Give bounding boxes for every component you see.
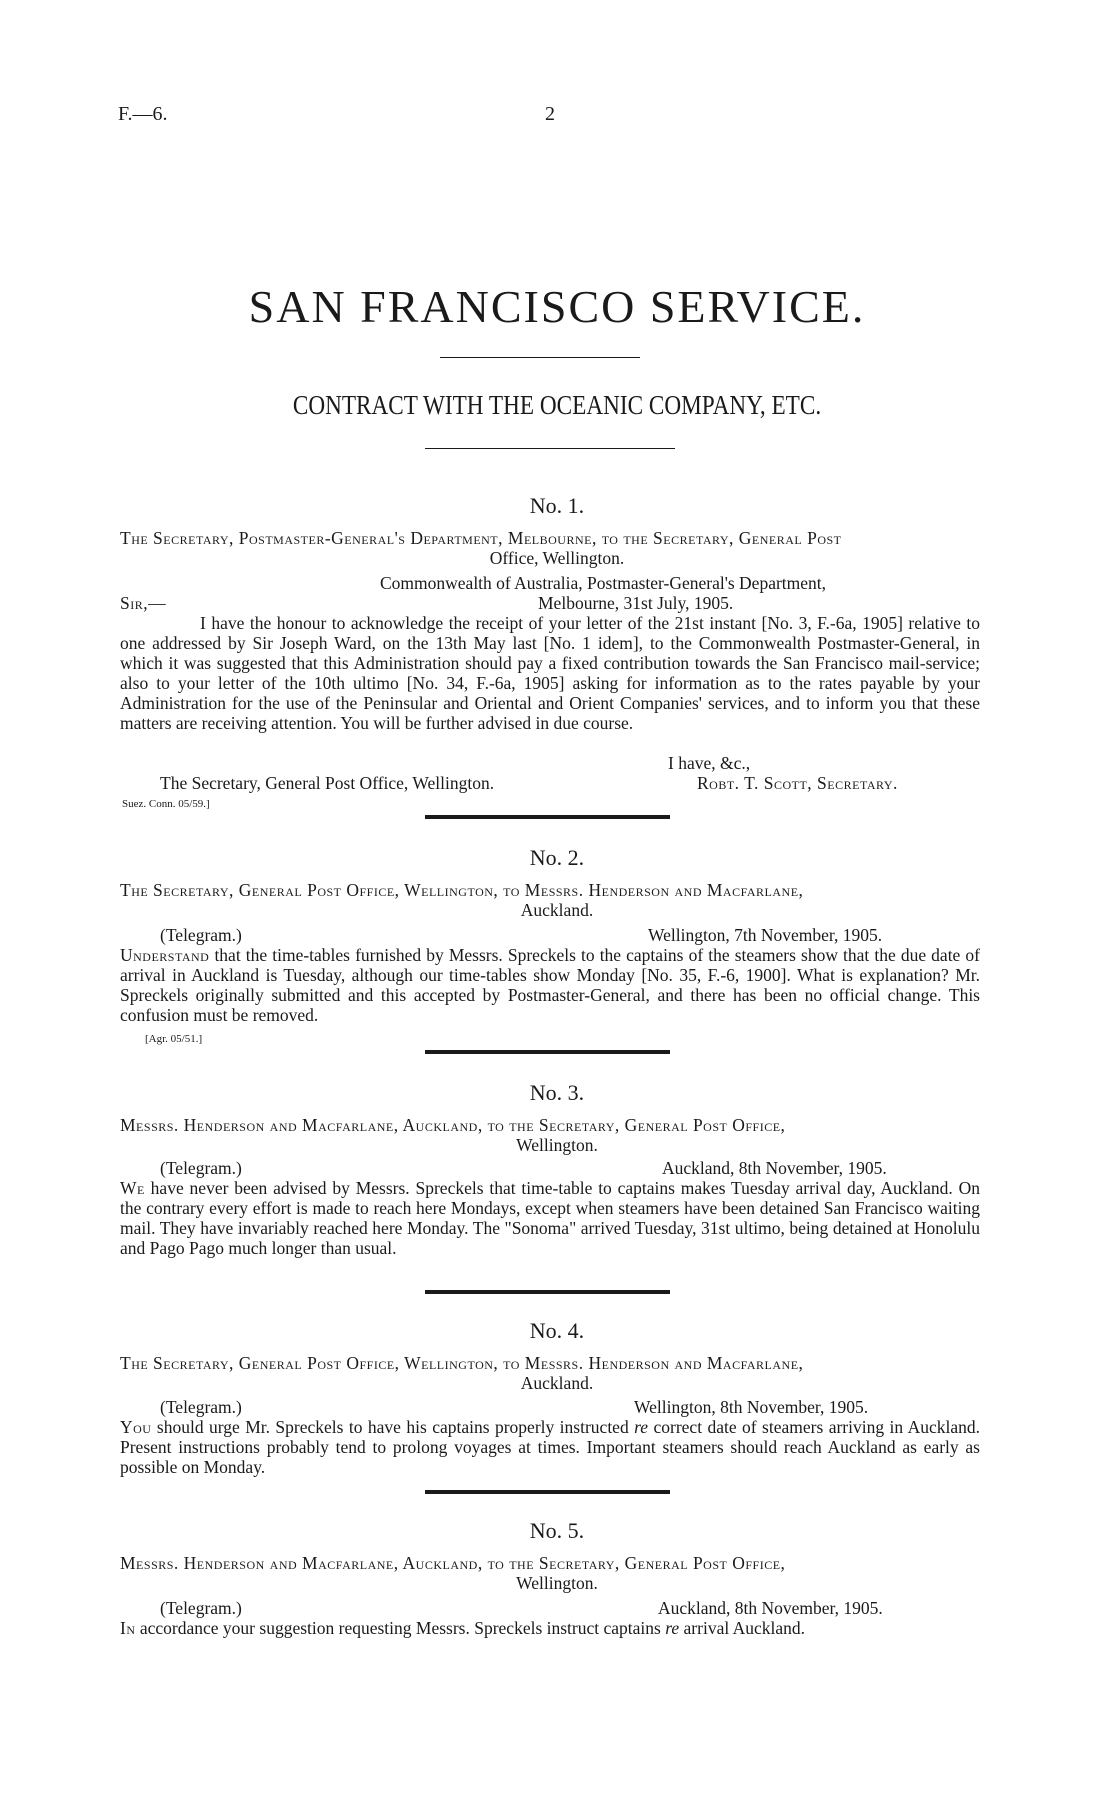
letter-date: Melbourne, 31st July, 1905.: [538, 593, 734, 613]
letter-body-text: have never been advised by Messrs. Spreckels that time-table to captains makes Tuesday arrival day, Auckland. On the contrary every effort is made to reach here Mondays, except when steamers have been detained San Francisco waiting mail. They have invariably reached here Monday. The "Sonoma" arrived Tuesday, 31st ultimo, being detained at Honolulu and Pago Pago much longer than usual.: [120, 1178, 980, 1258]
section-divider: [425, 1290, 670, 1294]
salutation: Sir,—: [120, 593, 167, 613]
letter-body-text: that the time-tables furnished by Messrs. Spreckels to the captains of the steamers show that the due date of arrival in Auckland is Tuesday, although our time-tables show Monday [No. 35, F.-6, 1900]. What is explanation? Mr. Spreckels originally submitted and this accepted by Postmaster-General, and there has been no official change. This confusion must be removed.: [120, 945, 980, 1025]
letter-body-italic: re: [665, 1618, 680, 1638]
section-divider: [425, 1050, 670, 1054]
page-number: 2: [545, 103, 555, 125]
letter-body-text: accordance your suggestion requesting Messrs. Spreckels instruct captains: [135, 1618, 666, 1638]
letter-body: [120, 1618, 980, 1638]
page-title: SAN FRANCISCO SERVICE.: [248, 281, 866, 332]
letter-header: The Secretary, General Post Office, Wellington, to Messrs. Henderson and Macfarlane,: [120, 1353, 804, 1373]
subtitle-rule: [425, 448, 675, 449]
letter-header: The Secretary, General Post Office, Wellington, to Messrs. Henderson and Macfarlane,: [120, 880, 804, 900]
letter-header: The Secretary, Postmaster-General's Department, Melbourne, to the Secretary, General Post: [120, 528, 842, 548]
letter-header: Messrs. Henderson and Macfarlane, Auckland, to the Secretary, General Post Office,: [120, 1115, 786, 1135]
letter-signature: Robt. T. Scott, Secretary.: [697, 773, 898, 793]
section-divider: [425, 815, 670, 819]
section-divider: [425, 1490, 670, 1494]
telegram-dateline: Wellington, 7th November, 1905.: [648, 925, 883, 945]
letter-body-lead: Understand: [120, 945, 210, 965]
letter-header-cont: Wellington.: [516, 1135, 598, 1155]
letter-body-lead: We: [120, 1178, 145, 1198]
letter-number: No. 3.: [529, 1080, 585, 1105]
letter-place: Commonwealth of Australia, Postmaster-General's Department,: [380, 573, 827, 593]
letter-header-cont: Office, Wellington.: [489, 548, 625, 568]
letter-body-italic: re: [634, 1417, 649, 1437]
file-reference: [Agr. 05/51.]: [145, 1033, 203, 1045]
title-rule: [440, 357, 640, 358]
letter-addressee: The Secretary, General Post Office, Wellington.: [160, 773, 495, 793]
letter-number: No. 1.: [529, 493, 585, 518]
file-reference: Suez. Conn. 05/59.]: [122, 798, 210, 810]
letter-body: I have the honour to acknowledge the receipt of your letter of the 21st instant [No. 3, F.-6a, 1905] relative to one addressed by Sir Joseph Ward, on the 13th May last [No. 1 idem], to the Commonwealth Postmaster-General, in which it was suggested that this Administration should pay a fixed contribution towards the San Francisco mail-service; also to your letter of the 10th ultimo [No. 34, F.-6a, 1905] asking for information as to the rates payable by your Administration for the use of the Peninsular and Oriental and Orient Companies' services, and to inform you that these matters are receiving attention. You will be further advised in due course.: [120, 613, 980, 733]
telegram-label: (Telegram.): [160, 1158, 242, 1178]
page-ref: F.—6.: [118, 103, 168, 125]
letter-number: No. 2.: [529, 845, 585, 870]
letter-body-text-cont: arrival Auckland.: [679, 1618, 806, 1638]
telegram-label: (Telegram.): [160, 925, 242, 945]
letter-body: [120, 1178, 980, 1258]
letter-number: No. 4.: [529, 1318, 585, 1343]
page-subtitle: CONTRACT WITH THE OCEANIC COMPANY, ETC.: [292, 390, 822, 420]
telegram-label: (Telegram.): [160, 1397, 242, 1417]
letter-number: No. 5.: [529, 1518, 585, 1543]
letter-header-cont: Auckland.: [520, 900, 594, 920]
letter-body-text: should urge Mr. Spreckels to have his captains properly instructed: [151, 1417, 635, 1437]
letter-body: [120, 945, 980, 1025]
telegram-dateline: Auckland, 8th November, 1905.: [662, 1158, 887, 1178]
letter-body-text-cont: correct date of steamers arriving in Auckland. Present instructions probably tend to prolong voyages at times. Important steamers should reach Auckland as early as possible on Monday.: [120, 1417, 980, 1477]
telegram-dateline: Auckland, 8th November, 1905.: [658, 1598, 883, 1618]
letter-header-cont: Wellington.: [516, 1573, 598, 1593]
letter-body-lead: In: [120, 1618, 136, 1638]
telegram-dateline: Wellington, 8th November, 1905.: [634, 1397, 869, 1417]
letter-body-lead: You: [120, 1417, 152, 1437]
letter-body: [120, 1417, 980, 1477]
letter-closing: I have, &c.,: [668, 753, 751, 773]
telegram-label: (Telegram.): [160, 1598, 242, 1618]
letter-header-cont: Auckland.: [520, 1373, 594, 1393]
letter-header: Messrs. Henderson and Macfarlane, Auckland, to the Secretary, General Post Office,: [120, 1553, 786, 1573]
